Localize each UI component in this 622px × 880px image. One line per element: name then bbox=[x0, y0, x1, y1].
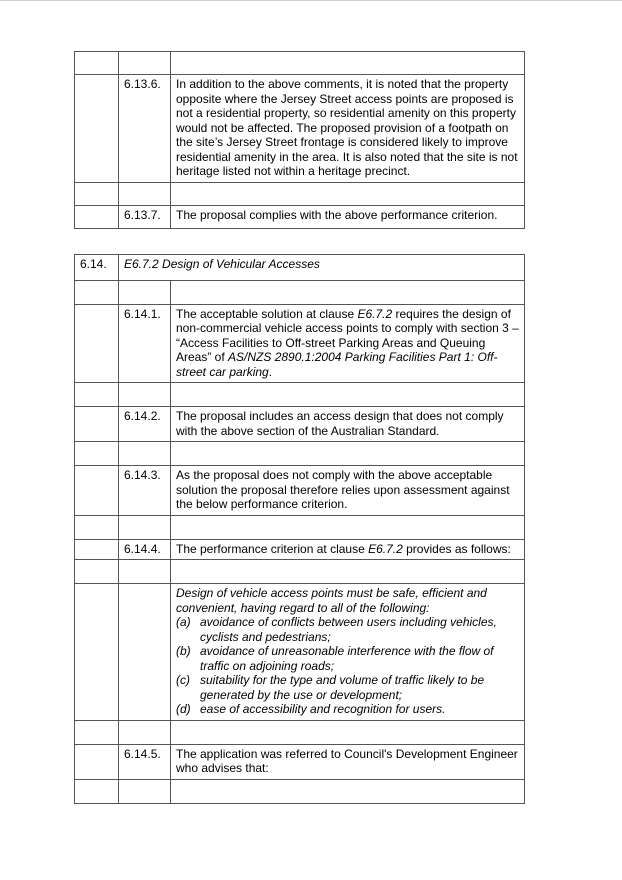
paragraph-number: 6.14.1. bbox=[119, 304, 171, 383]
paragraph-number: 6.14.5. bbox=[119, 744, 171, 779]
table-row bbox=[75, 407, 525, 442]
list-label: (a) bbox=[176, 615, 191, 629]
text-run: . bbox=[268, 364, 273, 379]
paragraph-text: In addition to the above comments, it is noted that the property opposite where the Jersey Street access points are proposed is not a residential property, so residential amenity on this property would not be affected. The proposed provision of a footpath on the site’s Jersey Street frontage is considered likely to improve residential amenity in the area. It is also noted that the site is not heritage listed not within a heritage precinct. bbox=[171, 75, 525, 183]
empty-cell bbox=[75, 744, 119, 779]
paragraph-number: 6.14.2. bbox=[119, 407, 171, 442]
list-text: avoidance of conflicts between users including vehicles, cyclists and pedestrians; bbox=[200, 615, 497, 644]
list-text: ease of accessibility and recognition for users. bbox=[200, 702, 446, 716]
performance-criterion bbox=[171, 584, 525, 721]
blank-row bbox=[75, 779, 525, 803]
table-row bbox=[75, 466, 525, 516]
list-item bbox=[176, 702, 519, 717]
paragraph-text: As the proposal does not comply with the above acceptable solution the proposal therefore relies upon assessment against the below performance criterion. bbox=[171, 466, 525, 516]
section-heading: E6.7.2 Design of Vehicular Accesses bbox=[119, 255, 525, 281]
section-number: 6.14. bbox=[75, 255, 119, 281]
paragraph-number: 6.14.4. bbox=[119, 539, 171, 560]
clause-reference: E6.7.2 bbox=[368, 541, 403, 556]
section-heading-row bbox=[75, 255, 525, 281]
standard-reference: AS/NZS 2890.1:2004 Parking Facilities Part 1: Off-street car parking bbox=[176, 350, 498, 379]
list-label: (d) bbox=[176, 702, 191, 716]
paragraph-text: The proposal complies with the above performance criterion. bbox=[171, 205, 525, 229]
section-6-13-table bbox=[74, 51, 525, 229]
list-item bbox=[176, 615, 519, 644]
clause-reference: E6.7.2 bbox=[357, 306, 393, 321]
blank-row bbox=[75, 720, 525, 744]
list-label: (b) bbox=[176, 644, 191, 658]
text-run: provides as follows: bbox=[402, 541, 511, 556]
paragraph-number: 6.13.6. bbox=[119, 75, 171, 183]
paragraph-text bbox=[171, 304, 525, 383]
blank-row bbox=[75, 280, 525, 304]
list-label: (c) bbox=[176, 673, 190, 687]
page-top-border bbox=[0, 0, 622, 1]
paragraph-text bbox=[171, 539, 525, 560]
paragraph-text: The proposal includes an access design that does not comply with the above section of the Australian Standard. bbox=[171, 407, 525, 442]
blank-row bbox=[75, 52, 525, 75]
empty-cell bbox=[75, 75, 119, 183]
table-row bbox=[75, 75, 525, 183]
paragraph-text: The application was referred to Council's Development Engineer who advises that: bbox=[171, 744, 525, 779]
empty-cell bbox=[75, 304, 119, 383]
table-row bbox=[75, 539, 525, 560]
empty-cell bbox=[75, 205, 119, 229]
blank-row bbox=[75, 182, 525, 205]
list-item bbox=[176, 644, 519, 673]
blank-row bbox=[75, 383, 525, 407]
table-row bbox=[75, 205, 525, 229]
table-row bbox=[75, 744, 525, 779]
text-run: requires the design of non-commercial vehicle access points to comply with section 3 – “Access Facilities to Off-street Parking Areas and Queuing Areas” of bbox=[176, 306, 519, 364]
text-run: The acceptable solution at clause bbox=[176, 306, 358, 321]
table-row bbox=[75, 304, 525, 383]
text-run: The performance criterion at clause bbox=[176, 541, 369, 556]
section-6-14-table bbox=[74, 254, 525, 804]
list-text: suitability for the type and volume of traffic likely to be generated by the use or development; bbox=[200, 673, 485, 702]
paragraph-number: 6.13.7. bbox=[119, 205, 171, 229]
blank-row bbox=[75, 515, 525, 539]
criterion-row bbox=[75, 584, 525, 721]
empty-cell bbox=[75, 584, 119, 721]
criterion-list bbox=[176, 615, 519, 717]
list-text: avoidance of unreasonable interference with the flow of traffic on adjoining roads; bbox=[200, 644, 494, 673]
paragraph-number: 6.14.3. bbox=[119, 466, 171, 516]
blank-row bbox=[75, 442, 525, 466]
list-item bbox=[176, 673, 519, 702]
empty-cell bbox=[75, 539, 119, 560]
empty-cell bbox=[119, 584, 171, 721]
empty-cell bbox=[75, 407, 119, 442]
criterion-intro: Design of vehicle access points must be safe, efficient and convenient, having regard to all of the following: bbox=[176, 586, 487, 615]
blank-row bbox=[75, 560, 525, 584]
empty-cell bbox=[75, 466, 119, 516]
